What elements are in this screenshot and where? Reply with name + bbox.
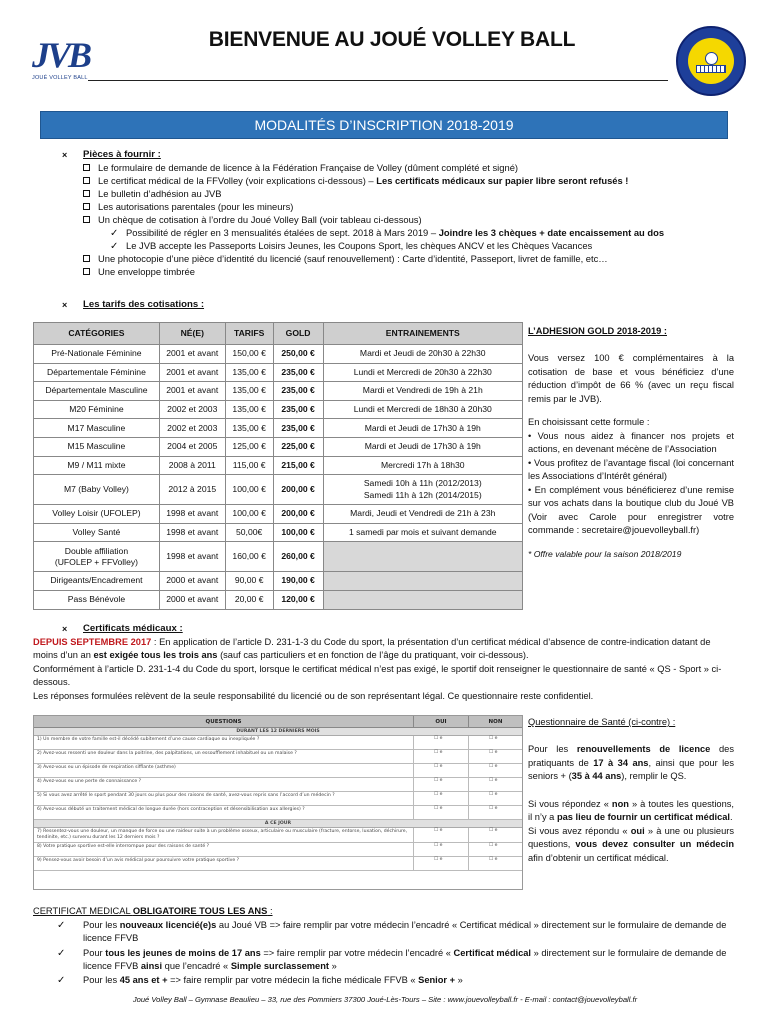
table-cell: 2002 et 2003 xyxy=(159,419,225,438)
table-cell: 1 samedi par mois et suivant demande xyxy=(323,523,522,542)
checkbox-icon xyxy=(83,255,90,262)
page-footer: Joué Volley Ball – Gymnase Beaulieu – 33, rue des Pommiers 37300 Joué-Lès-Tours – Site : www.jouevolleyball.fr - E-mail : contact@jouevolleyball.fr xyxy=(132,995,638,1004)
table-row xyxy=(34,419,523,438)
table-cell: Dirigeants/Encadrement xyxy=(34,572,160,591)
non-checkbox: ☐ e xyxy=(489,843,498,849)
questionnaire-row xyxy=(34,736,522,750)
questionnaire-header xyxy=(34,716,522,728)
questionnaire-row xyxy=(34,750,522,764)
table-cell: Pass Bénévole xyxy=(34,590,160,609)
table-cell: 150,00 € xyxy=(225,345,273,364)
list-item: ✓ Pour tous les jeunes de moins de 17 ans => faire remplir par votre médecin l’encadré « Certificat médical » directement sur le formulaire de demande de licence FFVB ainsi que l’encadré « Simple surclassement » xyxy=(57,947,727,971)
gold-bullet: • Vous nous aidez à financer nos projets et actions, en devenant mécène de l’Association xyxy=(528,430,734,455)
checkmark-icon: ✓ xyxy=(57,974,66,986)
table-cell: 2001 et avant xyxy=(159,382,225,401)
certificats-heading: Certificats médicaux : xyxy=(83,623,183,634)
table-row xyxy=(34,475,523,505)
questionnaire-row xyxy=(34,806,522,820)
table-row xyxy=(34,505,523,524)
table-cell: 125,00 € xyxy=(225,437,273,456)
checkbox-icon xyxy=(83,190,90,197)
table-cell: 235,00 € xyxy=(273,382,323,401)
table-cell: 120,00 € xyxy=(273,590,323,609)
oui-checkbox: ☐ e xyxy=(414,843,469,856)
oui-checkbox: ☐ e xyxy=(414,828,469,842)
table-cell: Mardi et Vendredi de 19h à 21h xyxy=(323,382,522,401)
list-subitem: ✓ Possibilité de régler en 3 mensualités étalées de sept. 2018 à Mars 2019 – Joindre les 3 chèques + date encaissement au dos xyxy=(110,227,665,239)
title-divider xyxy=(88,80,668,81)
question-text: 8) Votre pratique sportive est-elle interrompue pour des raisons de santé ? xyxy=(34,843,414,856)
table-cell: 115,00 € xyxy=(225,456,273,475)
table-cell: Mardi, Jeudi et Vendredi de 21h à 23h xyxy=(323,505,522,524)
table-cell: 2000 et avant xyxy=(159,590,225,609)
questionnaire-explanation xyxy=(528,716,734,873)
checkmark-icon: ✓ xyxy=(57,947,66,959)
questionnaire-row xyxy=(34,828,522,843)
questionnaire-side-paragraph: Pour les renouvellements de licence des pratiquants de 17 à 34 ans, ainsi que pour les seniors + (35 à 44 ans), remplir le QS. xyxy=(528,744,734,782)
table-cell: Départementale Masculine xyxy=(34,382,160,401)
table-row xyxy=(34,382,523,401)
gold-paragraph: Vous versez 100 € complémentaires à la cotisation de base et vous bénéficiez d’une réduction d’impôt de 66 % (avec un reçu fiscal remis par le JVB). xyxy=(528,353,734,404)
table-cell: 235,00 € xyxy=(273,419,323,438)
list-subitem: ✓ Le JVB accepte les Passeports Loisirs Jeunes, les Coupons Sport, les chèques ANCV et les Chèques Vacances xyxy=(110,240,593,252)
jvb-logo xyxy=(30,28,88,86)
oui-checkbox: ☐ e xyxy=(414,778,469,791)
gold-bullet: • Vous profitez de l’avantage fiscal (loi concernant les Associations d’Intérêt général) xyxy=(528,457,734,482)
column-header: NÉ(E) xyxy=(159,323,225,345)
tarifs-heading: Les tarifs des cotisations : xyxy=(83,299,205,310)
table-cell: Départementale Féminine xyxy=(34,363,160,382)
questionnaire-row xyxy=(34,778,522,792)
table-cell: 215,00 € xyxy=(273,456,323,475)
question-text: 5) Si vous avez arrêté le sport pendant 30 jours ou plus pour des raisons de santé, avez-vous repris sans l’accord d’un médecin ? xyxy=(34,792,414,805)
oui-checkbox: ☐ e xyxy=(414,764,469,777)
table-cell: 200,00 € xyxy=(273,475,323,505)
table-cell: Volley Loisir (UFOLEP) xyxy=(34,505,160,524)
list-item: Les autorisations parentales (pour les mineurs) xyxy=(83,201,293,213)
table-row xyxy=(34,345,523,364)
section-marker-icon: × xyxy=(62,300,68,310)
checkbox-icon xyxy=(83,216,90,223)
table-cell: 135,00 € xyxy=(225,419,273,438)
table-cell: 50,00€ xyxy=(225,523,273,542)
oui-checkbox: ☐ e xyxy=(414,750,469,763)
table-cell: 225,00 € xyxy=(273,437,323,456)
checkbox-icon xyxy=(83,268,90,275)
gold-heading: L’ADHESION GOLD 2018-2019 : xyxy=(528,326,667,336)
list-item: Le bulletin d’adhésion au JVB xyxy=(83,188,222,200)
table-cell: 2012 à 2015 xyxy=(159,475,225,505)
table-cell: Mardi et Jeudi de 20h30 à 22h30 xyxy=(323,345,522,364)
non-checkbox: ☐ e xyxy=(489,857,498,863)
table-cell: 235,00 € xyxy=(273,400,323,419)
net-icon xyxy=(696,65,726,73)
non-checkbox: ☐ e xyxy=(489,778,498,783)
certificats-paragraph: Les réponses formulées relèvent de la seule responsabilité du licencié ou de son représentant légal. Ce questionnaire reste confidentiel. xyxy=(33,690,594,701)
list-item: Une photocopie d’une pièce d’identité du licencié (sauf renouvellement) : Carte d’identité, Passeport, livret de famille, etc… xyxy=(83,253,608,265)
obligatoire-section xyxy=(33,905,733,987)
table-cell: Mercredi 17h à 18h30 xyxy=(323,456,522,475)
table-cell: 235,00 € xyxy=(273,363,323,382)
certificats-paragraph: DEPUIS SEPTEMBRE 2017 : En application de l’article D. 231-1-3 du Code du sport, la présentation d’un certificat médical d’absence de contre-indication datant de moins d’un an est exigée tous les trois ans (sauf cas particuliers et en fonction de l’âge du pratiquant, voir ci-dessous). xyxy=(33,636,711,661)
checkmark-icon: ✓ xyxy=(110,228,119,239)
questionnaire-side-paragraph: Si vous répondez « non » à toutes les questions, il n’y a pas lieu de fournir un certificat médical. xyxy=(528,798,734,823)
table-cell: Samedi 10h à 11h (2012/2013) Samedi 11h à 12h (2014/2015) xyxy=(323,475,522,505)
certificats-paragraph: Conformément à l’article D. 231-1-4 du Code du sport, lorsque le certificat médical n’est pas exigé, le sportif doit renseigner le questionnaire de santé « QS - Sport » ci-dessous. xyxy=(33,663,722,688)
table-cell: M20 Féminine xyxy=(34,400,160,419)
table-row xyxy=(34,572,523,591)
column-header: GOLD xyxy=(273,323,323,345)
logo-subtitle: JOUÉ VOLLEY BALL xyxy=(32,75,88,81)
table-cell: 2008 à 2011 xyxy=(159,456,225,475)
table-cell: 1998 et avant xyxy=(159,542,225,572)
table-cell: 1998 et avant xyxy=(159,523,225,542)
checkbox-icon xyxy=(83,203,90,210)
questionnaire-subheader: A CE JOUR xyxy=(34,820,522,828)
oui-checkbox: ☐ e xyxy=(414,736,469,749)
question-text: 3) Avez-vous eu un épisode de respiration sifflante (asthme) xyxy=(34,764,414,777)
checkbox-icon xyxy=(83,177,90,184)
non-checkbox: ☐ e xyxy=(489,736,498,741)
table-cell: 90,00 € xyxy=(225,572,273,591)
list-item: ✓ Pour les nouveaux licencié(e)s au Joué VB => faire remplir par votre médecin l’encadré « Certificat médical » directement sur le formulaire de demande de licence FFVB xyxy=(57,920,727,944)
gold-bullet: • En complément vous bénéficierez d’une remise sur vos achats dans la boutique club du Joué VB (Voir avec Carole pour enregistrer votre commande : secretaire@jouevolleyball.fr) xyxy=(528,484,734,536)
badge-center xyxy=(688,38,734,84)
table-cell: 2002 et 2003 xyxy=(159,400,225,419)
list-item: Une enveloppe timbrée xyxy=(83,266,195,278)
table-cell: Mardi et Jeudi de 17h30 à 19h xyxy=(323,419,522,438)
table-cell: Volley Santé xyxy=(34,523,160,542)
question-text: 6) Avez-vous débuté un traitement médical de longue durée (hors contraception et désensibilisation aux allergies) ? xyxy=(34,806,414,819)
section-banner: MODALITÉS D’INSCRIPTION 2018-2019 xyxy=(40,111,728,139)
column-header: ENTRAINEMENTS xyxy=(323,323,522,345)
list-item: ✓ Pour les 45 ans et + => faire remplir par votre médecin la fiche médicale FFVB « Senior + » xyxy=(33,974,733,987)
table-row xyxy=(34,590,523,609)
questionnaire-row xyxy=(34,792,522,806)
questionnaire-subheader: DURANT LES 12 DERNIERS MOIS xyxy=(34,728,522,736)
pieces-heading: Pièces à fournir : xyxy=(83,149,161,160)
table-cell: 135,00 € xyxy=(225,400,273,419)
table-row xyxy=(34,542,523,572)
gold-note: * Offre valable pour la saison 2018/2019 xyxy=(528,548,682,559)
column-header: TARIFS xyxy=(225,323,273,345)
non-checkbox: ☐ e xyxy=(489,806,498,811)
list-item: Un chèque de cotisation à l’ordre du Joué Volley Ball (voir tableau ci-dessous) xyxy=(83,214,422,226)
table-cell: 200,00 € xyxy=(273,505,323,524)
oui-checkbox: ☐ e xyxy=(414,792,469,805)
certificats-section xyxy=(33,622,733,703)
health-questionnaire-form xyxy=(33,715,523,890)
table-cell: 2000 et avant xyxy=(159,572,225,591)
question-text: 1) Un membre de votre famille est-il décédé subitement d’une cause cardiaque ou inexpliquée ? xyxy=(34,736,414,749)
list-item: Le formulaire de demande de licence à la Fédération Française de Volley (dûment complété et signé) xyxy=(83,162,518,174)
checkmark-icon: ✓ xyxy=(110,241,119,252)
list-item: Le certificat médical de la FFVolley (voir explications ci-dessous) – Les certificats médicaux sur papier libre seront refusés ! xyxy=(83,175,628,187)
table-cell: 190,00 € xyxy=(273,572,323,591)
table-cell: Double affiliation (UFOLEP + FFVolley) xyxy=(34,542,160,572)
table-cell: 100,00 € xyxy=(225,475,273,505)
table-cell: 20,00 € xyxy=(225,590,273,609)
questionnaire-row xyxy=(34,843,522,857)
table-row xyxy=(34,437,523,456)
table-cell: Lundi et Mercredi de 20h30 à 22h30 xyxy=(323,363,522,382)
table-cell: Mardi et Jeudi de 17h30 à 19h xyxy=(323,437,522,456)
table-cell: Pré-Nationale Féminine xyxy=(34,345,160,364)
section-marker-icon: × xyxy=(62,150,68,160)
question-text: 2) Avez-vous ressenti une douleur dans la poitrine, des palpitations, un essoufflement inhabituel ou un malaise ? xyxy=(34,750,414,763)
table-cell: 160,00 € xyxy=(225,542,273,572)
table-cell: M15 Masculine xyxy=(34,437,160,456)
table-cell: Lundi et Mercredi de 18h30 à 20h30 xyxy=(323,400,522,419)
table-cell: 100,00 € xyxy=(225,505,273,524)
table-cell: M9 / M11 mixte xyxy=(34,456,160,475)
questionnaire-side-paragraph: Si vous avez répondu « oui » à une ou plusieurs questions, vous devez consulter un médecin afin d’obtenir un certificat médical. xyxy=(528,825,735,863)
question-text: 9) Pensez-vous avoir besoin d’un avis médical pour poursuivre votre pratique sportive ? xyxy=(34,857,414,870)
logo-letters: JVB xyxy=(32,35,90,75)
obligatoire-heading: CERTIFICAT MEDICAL OBLIGATOIRE TOUS LES ANS : xyxy=(33,906,273,916)
table-cell: M7 (Baby Volley) xyxy=(34,475,160,505)
table-cell: 135,00 € xyxy=(225,363,273,382)
oui-checkbox: ☐ e xyxy=(414,806,469,819)
column-header: OUI xyxy=(414,716,469,727)
column-header: NON xyxy=(488,719,503,725)
table-cell xyxy=(323,542,522,572)
questionnaire-row xyxy=(34,764,522,778)
table-cell: M17 Masculine xyxy=(34,419,160,438)
column-header: CATÉGORIES xyxy=(34,323,160,345)
table-row xyxy=(34,523,523,542)
table-cell: 2004 et 2005 xyxy=(159,437,225,456)
volleyball-icon xyxy=(705,52,718,65)
club-badge-logo xyxy=(676,26,746,96)
questionnaire-row xyxy=(34,857,522,871)
gold-paragraph: En choisissant cette formule : xyxy=(528,417,650,428)
non-checkbox: ☐ e xyxy=(489,792,498,797)
page-title: BIENVENUE AU JOUÉ VOLLEY BALL xyxy=(208,28,576,51)
table-cell: 260,00 € xyxy=(273,542,323,572)
table-cell: 1998 et avant xyxy=(159,505,225,524)
table-row xyxy=(34,400,523,419)
table-row xyxy=(34,363,523,382)
table-row xyxy=(34,456,523,475)
table-header-row xyxy=(34,323,523,345)
table-cell xyxy=(323,590,522,609)
table-cell: 250,00 € xyxy=(273,345,323,364)
column-header: QUESTIONS xyxy=(34,716,414,727)
questionnaire-side-heading: Questionnaire de Santé (ci-contre) : xyxy=(528,717,676,727)
table-cell: 135,00 € xyxy=(225,382,273,401)
section-marker-icon: × xyxy=(62,624,68,634)
oui-checkbox: ☐ e xyxy=(414,857,469,870)
question-text: 4) Avez-vous eu une perte de connaissance ? xyxy=(34,778,414,791)
tarifs-table xyxy=(33,322,523,610)
non-checkbox: ☐ e xyxy=(489,750,498,755)
table-cell: 2001 et avant xyxy=(159,345,225,364)
checkbox-icon xyxy=(83,164,90,171)
table-cell xyxy=(323,572,522,591)
non-checkbox: ☐ e xyxy=(489,828,498,833)
gold-membership-panel xyxy=(528,325,734,567)
checkmark-icon: ✓ xyxy=(57,920,66,932)
question-text: 7) Ressentez-vous une douleur, un manque de force ou une raideur suite à un problème osseux, articulaire ou musculaire (fracture, entorse, luxation, déchirure, tendinite, etc.) survenu durant les 12 derniers mois ? xyxy=(34,828,414,842)
non-checkbox: ☐ e xyxy=(489,764,498,769)
table-cell: 2001 et avant xyxy=(159,363,225,382)
table-cell: 100,00 € xyxy=(273,523,323,542)
